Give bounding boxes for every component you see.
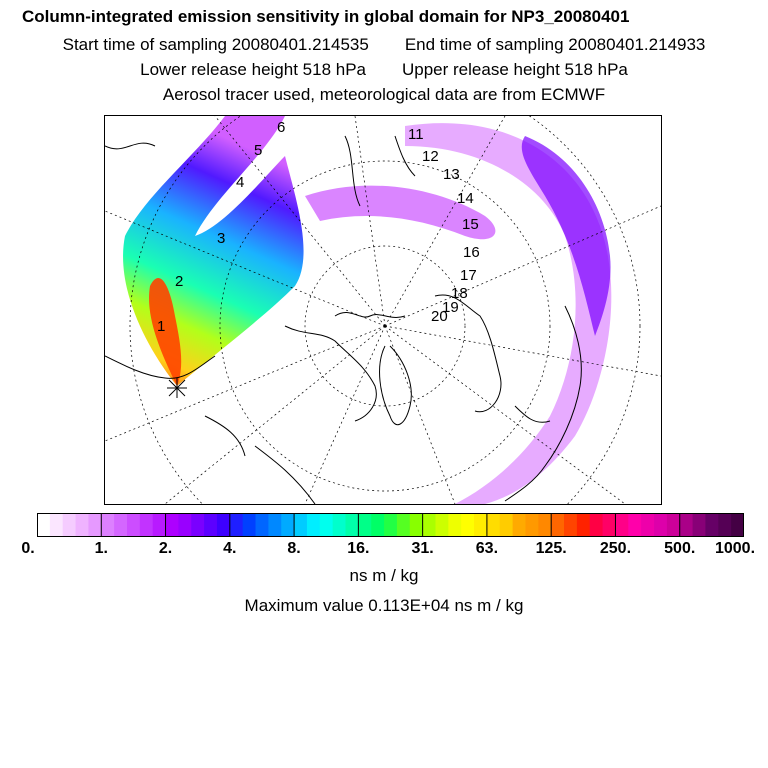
release-heights <box>0 60 768 80</box>
colorbar-swatch <box>397 513 410 537</box>
hour-label-15: 15 <box>462 216 479 233</box>
colorbar-swatch <box>256 513 269 537</box>
colorbar-swatch <box>564 513 577 537</box>
hour-label-14: 14 <box>457 190 474 207</box>
colorbar-tick-label: 500. <box>664 540 696 557</box>
colorbar-tick-label: 2. <box>158 540 173 557</box>
colorbar-swatch <box>371 513 384 537</box>
colorbar-swatch <box>513 513 526 537</box>
colorbar-tick-label: 1. <box>94 540 108 557</box>
hour-label-13: 13 <box>443 166 460 183</box>
colorbar-tick-label: 4. <box>223 540 237 557</box>
colorbar-tick-label: 16. <box>347 540 370 557</box>
colorbar-swatch <box>615 513 628 537</box>
hour-label-6: 6 <box>277 119 286 136</box>
colorbar-tick-label: 1000. <box>714 540 756 557</box>
colorbar-swatch <box>37 513 50 537</box>
release-point-marker <box>167 378 187 398</box>
hour-label-1: 1 <box>157 318 166 335</box>
hour-label-11: 11 <box>408 126 424 143</box>
colorbar-swatch <box>603 513 616 537</box>
colorbar-swatch <box>230 513 243 537</box>
colorbar-swatch <box>153 513 166 537</box>
colorbar-swatch <box>500 513 513 537</box>
colorbar-tick-label: 0. <box>21 540 35 557</box>
colorbar-tick-label: 31. <box>411 540 434 557</box>
colorbar-swatch <box>76 513 89 537</box>
colorbar-swatch <box>384 513 397 537</box>
colorbar-swatch <box>50 513 63 537</box>
colorbar-swatch <box>178 513 191 537</box>
colorbar-swatch <box>525 513 538 537</box>
colorbar-swatch <box>680 513 693 537</box>
colorbar-swatch <box>140 513 153 537</box>
colorbar-swatch <box>307 513 320 537</box>
plume-arc-east-core <box>522 136 611 336</box>
colorbar-swatch <box>577 513 590 537</box>
colorbar-swatch <box>191 513 204 537</box>
hour-label-4: 4 <box>236 174 245 191</box>
plot-title: Column-integrated emission sensitivity in global domain for NP3_20080401 <box>22 7 630 26</box>
map-svg <box>105 116 661 504</box>
colorbar-swatch <box>114 513 127 537</box>
hour-label-12: 12 <box>422 148 439 165</box>
maximum-value-label: Maximum value 0.113E+04 ns m / kg <box>244 596 524 615</box>
colorbar-units: ns m / kg <box>349 566 419 585</box>
colorbar-swatch <box>693 513 706 537</box>
lower-release-height-label: Lower release height 518 hPa <box>140 60 366 79</box>
colorbar-tick-label: 63. <box>475 540 499 557</box>
colorbar-swatch <box>410 513 423 537</box>
colorbar-swatch <box>333 513 346 537</box>
colorbar-swatch <box>217 513 230 537</box>
colorbar-swatch <box>101 513 114 537</box>
hour-label-17: 17 <box>460 267 477 284</box>
colorbar-tick-label: 125. <box>535 540 567 557</box>
upper-release-height-label: Upper release height 518 hPa <box>402 60 628 79</box>
start-time-label: Start time of sampling 20080401.214535 <box>62 35 369 54</box>
polar-map <box>104 115 662 505</box>
colorbar-swatch <box>654 513 667 537</box>
hour-label-20: 20 <box>431 308 448 325</box>
plume-main <box>123 116 304 386</box>
hour-label-18: 18 <box>451 285 468 302</box>
sampling-times <box>0 35 768 55</box>
hour-label-5: 5 <box>254 142 263 159</box>
colorbar-swatch <box>551 513 564 537</box>
colorbar-swatch <box>641 513 654 537</box>
colorbar-swatch <box>667 513 680 537</box>
colorbar-swatch <box>358 513 371 537</box>
colorbar-swatch <box>294 513 307 537</box>
colorbar-swatch <box>718 513 731 537</box>
colorbar-swatch <box>487 513 500 537</box>
colorbar-swatch <box>731 513 744 537</box>
colorbar-swatch <box>281 513 294 537</box>
colorbar-swatch <box>320 513 333 537</box>
colorbar-swatch <box>243 513 256 537</box>
colorbar-swatch <box>538 513 551 537</box>
colorbar-tick-label: 250. <box>599 540 632 557</box>
colorbar-swatch <box>88 513 101 537</box>
hour-label-16: 16 <box>463 244 480 261</box>
colorbar-swatch <box>590 513 603 537</box>
colorbar-swatch <box>474 513 487 537</box>
colorbar-swatch <box>268 513 281 537</box>
colorbar-swatch <box>448 513 461 537</box>
colorbar-swatch <box>628 513 641 537</box>
end-time-label: End time of sampling 20080401.214933 <box>404 35 706 54</box>
colorbar <box>37 513 744 537</box>
colorbar-swatch <box>423 513 436 537</box>
colorbar-tick-label: 8. <box>287 540 301 557</box>
tracer-info: Aerosol tracer used, meteorological data are from ECMWF <box>162 85 606 104</box>
colorbar-swatch <box>435 513 448 537</box>
colorbar-swatch <box>63 513 76 537</box>
colorbar-swatch <box>127 513 140 537</box>
colorbar-swatch <box>204 513 217 537</box>
colorbar-swatch <box>166 513 179 537</box>
hour-label-3: 3 <box>217 230 226 247</box>
colorbar-swatch <box>705 513 718 537</box>
colorbar-swatch <box>346 513 359 537</box>
colorbar-swatch <box>461 513 474 537</box>
hour-label-19: 19 <box>442 299 459 316</box>
hour-label-2: 2 <box>175 273 184 290</box>
